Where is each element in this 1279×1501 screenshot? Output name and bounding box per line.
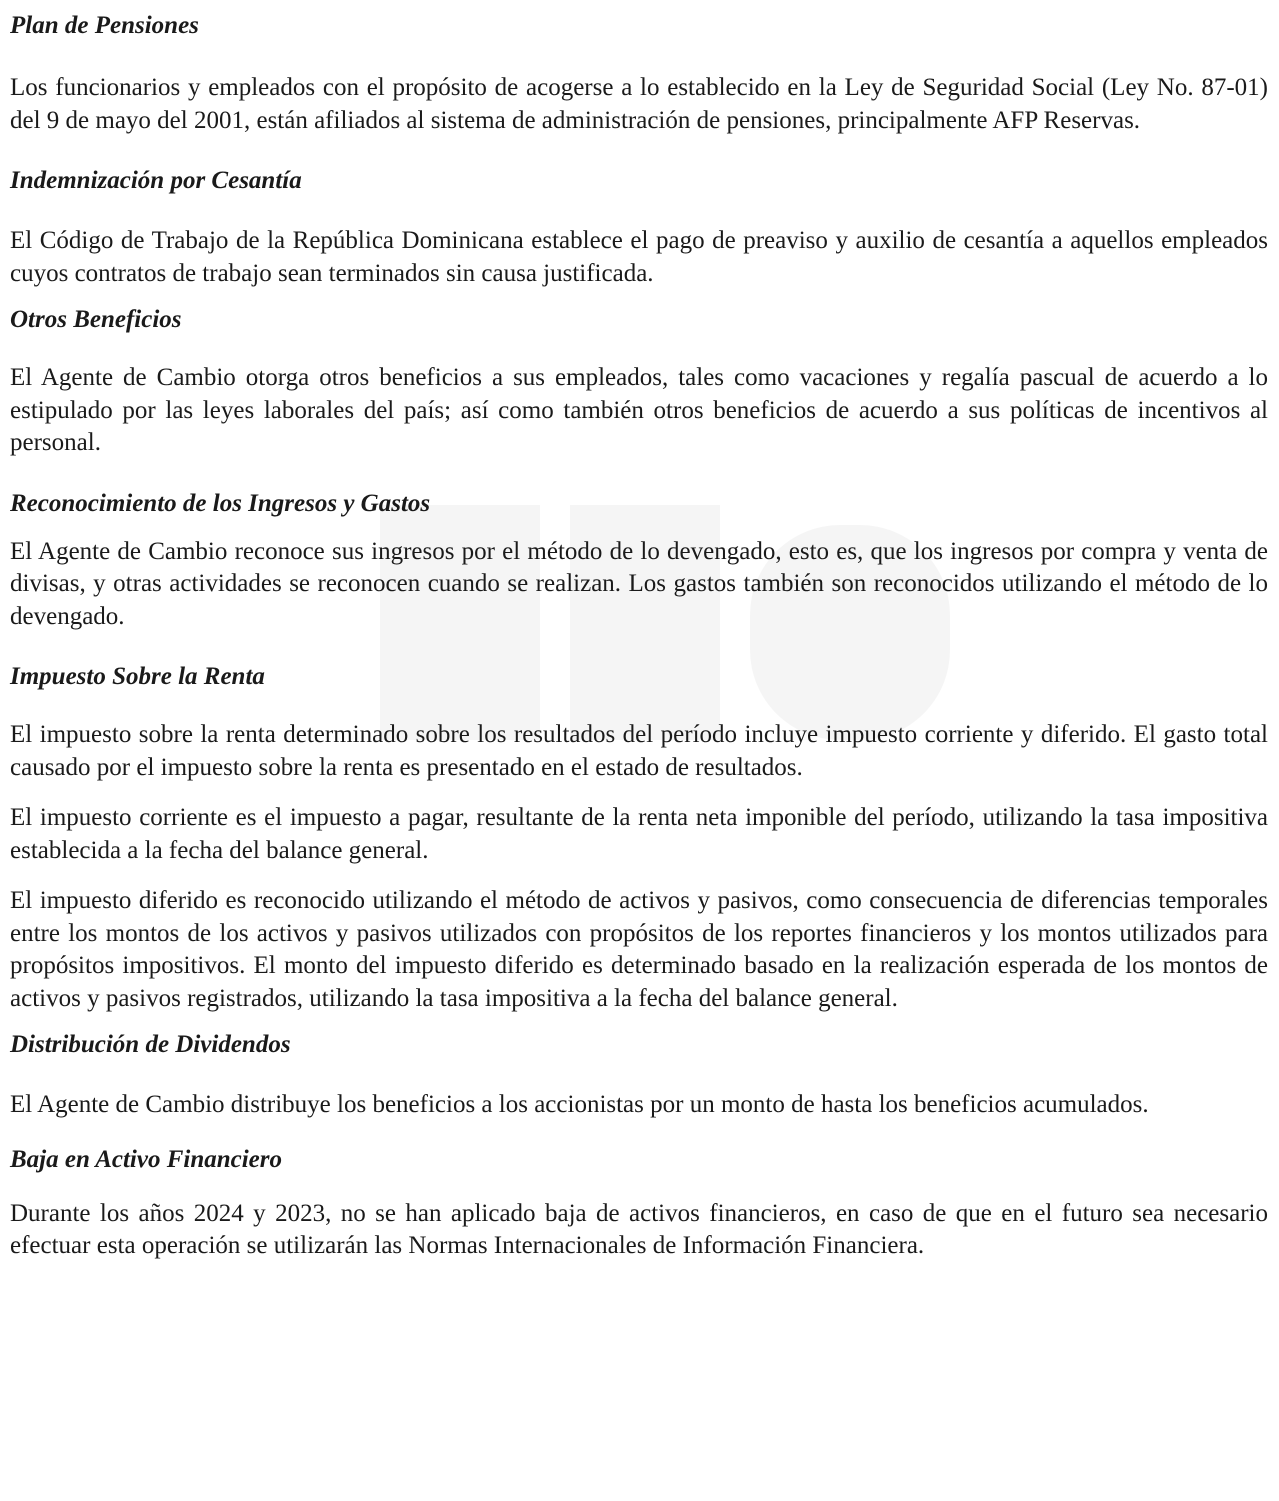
paragraph-impuesto-renta-1: El impuesto sobre la renta determinado sobre los resultados del período incluye impuesto corriente y diferido. El gasto total causado por el impuesto sobre la renta es presentado en el estado de resultados. [10,721,1268,781]
paragraph-baja-activo-financiero: Durante los años 2024 y 2023, no se han aplicado baja de activos financieros, en caso de que en el futuro sea necesario efectuar esta operación se utilizarán las Normas Internacionales de Información Financiera. [10,1199,1268,1259]
heading-indemnizacion-cesantia: Indemnización por Cesantía [10,167,302,194]
paragraph-plan-pensiones: Los funcionarios y empleados con el propósito de acogerse a lo establecido en la Ley de Seguridad Social (Ley No. 87-01) del 9 de mayo del 2001, están afiliados al sistema de administración de pensiones, principalmente AFP Reservas. [10,74,1268,134]
heading-otros-beneficios: Otros Beneficios [10,306,182,333]
paragraph-reconocimiento-ingresos: El Agente de Cambio reconoce sus ingresos por el método de lo devengado, esto es, que los ingresos por compra y venta de divisas, y otras actividades se reconocen cuando se realizan. Los gastos también son reconocidos utilizando el método de lo devengado. [10,537,1268,630]
paragraph-impuesto-renta-3: El impuesto diferido es reconocido utilizando el método de activos y pasivos, como consecuencia de diferencias temporales entre los montos de los activos y pasivos utilizados con propósitos de los reportes financieros y los montos utilizados para propósitos impositivos. El monto del impuesto diferido es determinado basado en la realización esperada de los montos de activos y pasivos registrados, utilizando la tasa impositiva a la fecha del balance general. [10,887,1268,1012]
paragraph-otros-beneficios: El Agente de Cambio otorga otros beneficios a sus empleados, tales como vacaciones y regalía pascual de acuerdo a lo estipulado por las leyes laborales del país; así como también otros beneficios de acuerdo a sus políticas de incentivos al personal. [10,364,1268,456]
heading-reconocimiento-ingresos: Reconocimiento de los Ingresos y Gastos [10,489,431,517]
paragraph-indemnizacion-cesantia: El Código de Trabajo de la República Dominicana establece el pago de preaviso y auxilio de cesantía a aquellos empleados cuyos contratos de trabajo sean terminados sin causa justificada. [10,227,1268,287]
heading-impuesto-renta: Impuesto Sobre la Renta [10,663,265,690]
heading-plan-pensiones: Plan de Pensiones [10,12,199,39]
paragraph-impuesto-renta-2: El impuesto corriente es el impuesto a pagar, resultante de la renta neta imponible del período, utilizando la tasa impositiva establecida a la fecha del balance general. [10,804,1268,864]
heading-baja-activo-financiero: Baja en Activo Financiero [10,1145,282,1173]
paragraph-distribucion-dividendos: El Agente de Cambio distribuye los beneficios a los accionistas por un monto de hasta los beneficios acumulados. [10,1091,1149,1118]
document-page [10,8,1268,1263]
heading-distribucion-dividendos: Distribución de Dividendos [10,1031,291,1058]
